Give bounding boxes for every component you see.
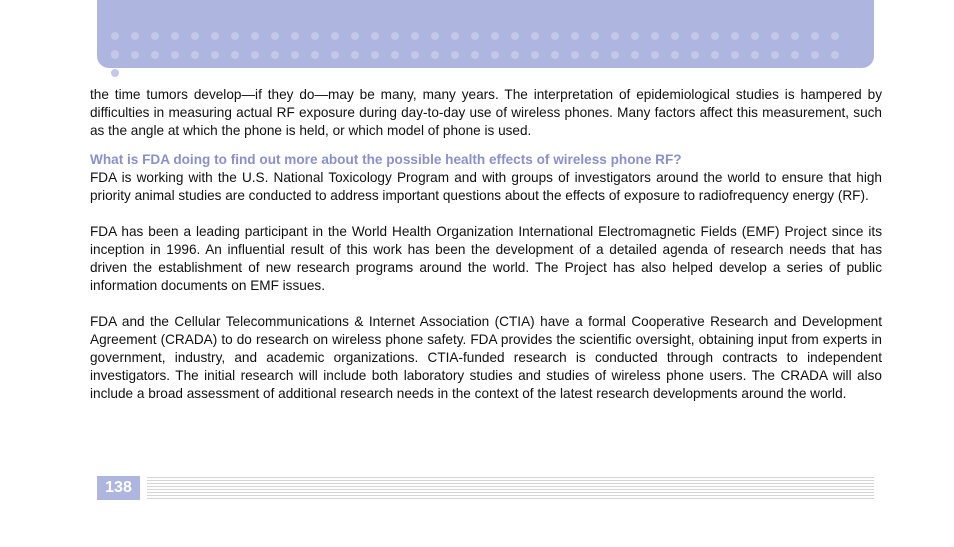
banner-dot: [711, 51, 719, 59]
banner-dot: [191, 32, 199, 40]
banner-dot: [371, 32, 379, 40]
banner-dot: [551, 32, 559, 40]
banner-dot: [311, 51, 319, 59]
banner-dot: [811, 32, 819, 40]
banner-dot: [671, 51, 679, 59]
header-banner: [97, 0, 874, 68]
banner-dot: [411, 32, 419, 40]
intro-paragraph: the time tumors develop—if they do—may be many, many years. The interpretation of epidemiological studies is hampered by difficulties in measuring actual RF exposure during day-to-day use of wireless phones. Many factors affect this measurement, such as the angle at which the phone is held, or which model of phone is used.: [90, 87, 882, 138]
banner-dot: [151, 51, 159, 59]
banner-dot: [111, 69, 119, 77]
banner-dot: [471, 51, 479, 59]
banner-dot: [511, 32, 519, 40]
banner-dot: [211, 51, 219, 59]
banner-dot: [151, 32, 159, 40]
body-paragraph-ntp: FDA is working with the U.S. National Toxicology Program and with groups of investigators around the world to ensure that high priority animal studies are conducted to address important questions about the effects of exposure to radiofrequency energy (RF).: [90, 170, 882, 203]
banner-dot: [111, 32, 119, 40]
banner-dot: [811, 51, 819, 59]
footer-rule-lines: [147, 477, 874, 499]
banner-dot: [471, 32, 479, 40]
banner-dot: [431, 32, 439, 40]
banner-dot: [211, 32, 219, 40]
page-number: 138: [97, 476, 140, 500]
banner-dot: [331, 51, 339, 59]
banner-dot: [551, 51, 559, 59]
banner-dot: [531, 51, 539, 59]
banner-dot: [271, 32, 279, 40]
banner-dot: [491, 51, 499, 59]
banner-dot: [351, 32, 359, 40]
banner-dot: [791, 51, 799, 59]
banner-dot: [371, 51, 379, 59]
banner-dot: [651, 51, 659, 59]
banner-dot: [631, 51, 639, 59]
banner-dot: [231, 32, 239, 40]
banner-dot: [731, 51, 739, 59]
banner-dot: [571, 32, 579, 40]
banner-dot: [391, 32, 399, 40]
banner-dot: [451, 32, 459, 40]
banner-dot: [631, 32, 639, 40]
page-footer: [97, 476, 874, 500]
body-paragraph-ctia: FDA and the Cellular Telecommunications & Internet Association (CTIA) have a formal Cooperative Research and Development Agreement (CRADA) to do research on wireless phone safety. FDA provides the scientific oversight, obtaining input from experts in government, industry, and academic organizations. CTIA-funded research is conducted through contracts to independent investigators. The initial research will include both laboratory studies and studies of wireless phone users. The CRADA will also include a broad assessment of additional research needs in the context of the latest research developments around the world.: [90, 314, 882, 401]
banner-dot: [751, 32, 759, 40]
banner-dot: [711, 32, 719, 40]
banner-dot: [291, 51, 299, 59]
banner-dot: [251, 32, 259, 40]
banner-dot: [791, 32, 799, 40]
banner-dot: [231, 51, 239, 59]
banner-dot: [531, 32, 539, 40]
banner-dot: [571, 51, 579, 59]
section-heading: What is FDA doing to find out more about the possible health effects of wireless phone RF?: [90, 152, 682, 167]
banner-dot: [591, 51, 599, 59]
banner-dot: [591, 32, 599, 40]
banner-dot: [691, 32, 699, 40]
banner-dot: [171, 32, 179, 40]
banner-dot: [111, 51, 119, 59]
banner-dot: [771, 51, 779, 59]
banner-dot: [351, 51, 359, 59]
banner-dot: [771, 32, 779, 40]
banner-dot-row: [111, 46, 864, 82]
banner-dot: [511, 51, 519, 59]
banner-dot: [611, 51, 619, 59]
banner-dot: [491, 32, 499, 40]
banner-dot: [691, 51, 699, 59]
banner-dot: [251, 51, 259, 59]
banner-dot: [411, 51, 419, 59]
banner-dot: [131, 32, 139, 40]
banner-dot: [291, 32, 299, 40]
body-paragraph-who: FDA has been a leading participant in the World Health Organization International Electromagnetic Fields (EMF) Project since its inception in 1996. An influential result of this work has been the development of a detailed agenda of research needs that has driven the establishment of new research programs around the world. The Project has also helped develop a series of public information documents on EMF issues.: [90, 224, 882, 293]
banner-dot: [431, 51, 439, 59]
banner-dot: [671, 32, 679, 40]
banner-dot: [311, 32, 319, 40]
banner-dot: [611, 32, 619, 40]
banner-dot: [831, 51, 839, 59]
banner-dot: [191, 51, 199, 59]
banner-dot: [131, 51, 139, 59]
banner-dot: [171, 51, 179, 59]
banner-dot: [751, 51, 759, 59]
banner-dot: [651, 32, 659, 40]
banner-dot: [331, 32, 339, 40]
banner-dot: [271, 51, 279, 59]
banner-dot: [451, 51, 459, 59]
banner-dot: [731, 32, 739, 40]
page-content: [90, 86, 882, 403]
banner-dot: [391, 51, 399, 59]
banner-dot: [831, 32, 839, 40]
